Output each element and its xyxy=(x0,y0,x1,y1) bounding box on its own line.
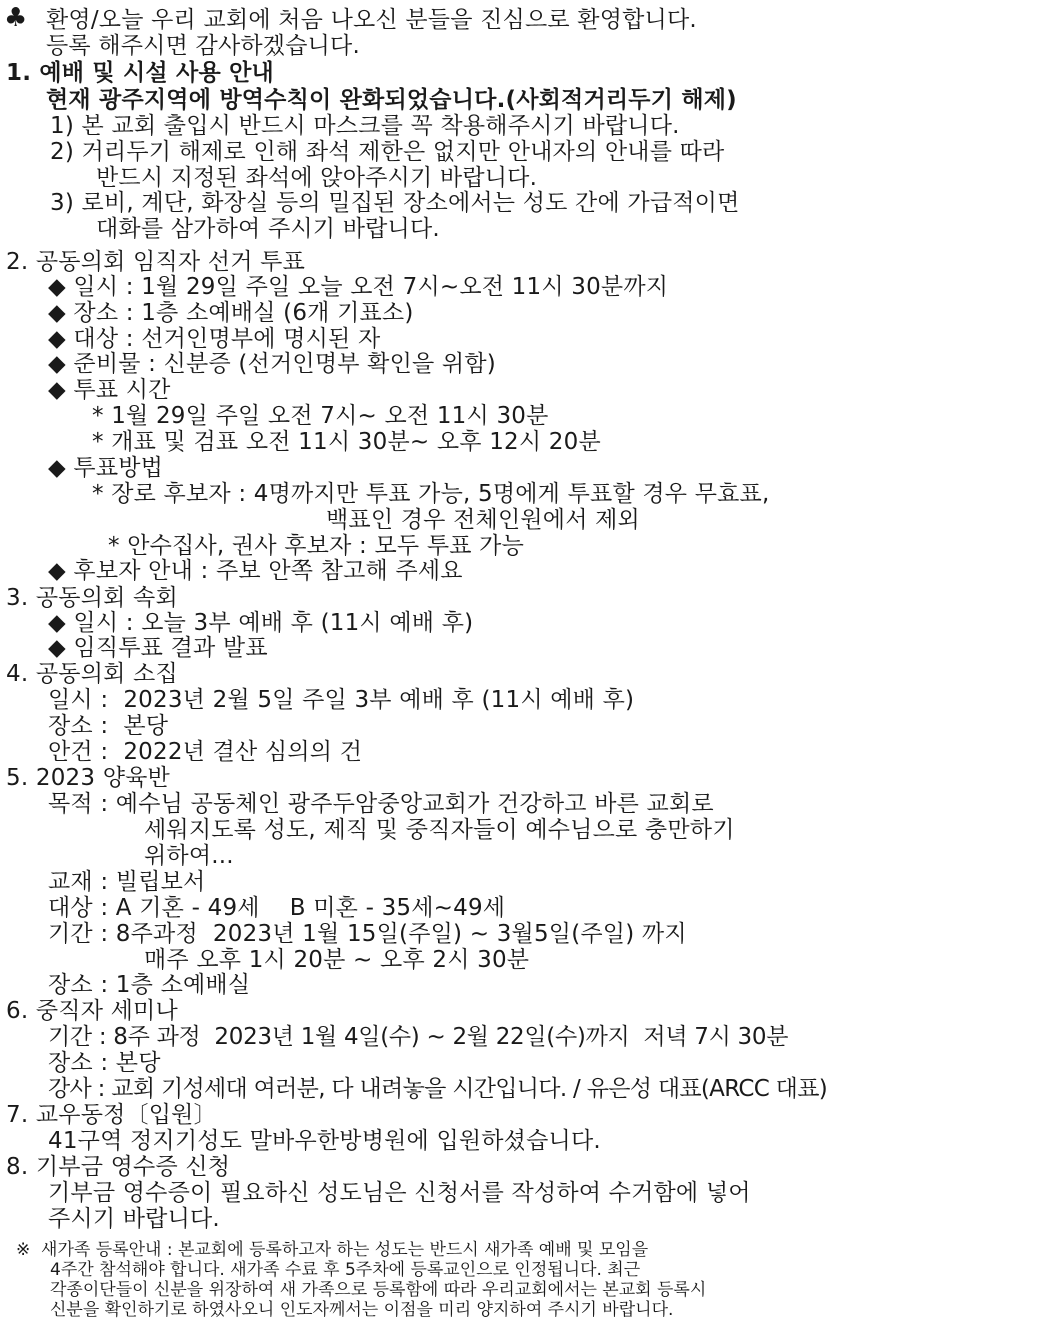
section-5-period: 기간 : 8주과정 2023년 1월 15일(주일) ~ 3월5일(주일) 까지 xyxy=(48,921,687,947)
section-7-title: 7. 교우동정〔입원〕 xyxy=(6,1102,217,1128)
section-2-bullet-bring: ◆ 준비물 : 신분증 (선거인명부 확인을 위함) xyxy=(48,351,496,377)
section-3-bullet-date: ◆ 일시 : 오늘 3부 예배 후 (11시 예배 후) xyxy=(48,610,474,636)
section-3-title: 3. 공동의회 속회 xyxy=(6,585,178,611)
section-2-bullet-candidates: ◆ 후보자 안내 : 주보 안쪽 참고해 주세요 xyxy=(48,558,463,584)
section-6-period: 기간 : 8주 과정 2023년 1월 4일(수) ~ 2월 22일(수)까지 저녁 7시 30분 xyxy=(48,1024,789,1050)
section-6-speaker: 강사 : 교회 기성세대 여러분, 다 내려놓을 시간입니다. / 유은성 대표(ARCC 대표) xyxy=(48,1076,827,1102)
section-2-bullet-place: ◆ 장소 : 1층 소예배실 (6개 기표소) xyxy=(48,300,414,326)
section-1-item-2: 2) 거리두기 해제로 인해 좌석 제한은 없지만 안내자의 안내를 따라 xyxy=(50,139,725,165)
footnote-line-2: 4주간 참석해야 합니다. 새가족 수료 후 5주차에 등록교인으로 인정됩니다. 최근 xyxy=(50,1260,641,1280)
section-5-place: 장소 : 1층 소예배실 xyxy=(48,972,251,998)
section-5-title: 5. 2023 양육반 xyxy=(6,765,170,791)
section-1-item-1: 1) 본 교회 출입시 반드시 마스크를 꼭 착용해주시기 바랍니다. xyxy=(50,113,680,139)
welcome-line-1: 환영/오늘 우리 교회에 처음 나오신 분들을 진심으로 환영합니다. xyxy=(46,7,697,33)
section-4-title: 4. 공동의회 소집 xyxy=(6,661,178,687)
section-2-time-1: * 1월 29일 주일 오전 7시~ 오전 11시 30분 xyxy=(92,403,549,429)
welcome-line-2: 등록 해주시면 감사하겠습니다. xyxy=(46,33,360,59)
section-5-textbook: 교재 : 빌립보서 xyxy=(48,869,206,895)
section-8-title: 8. 기부금 영수증 신청 xyxy=(6,1154,231,1180)
section-1-item-3-cont: 대화를 삼가하여 주시기 바랍니다. xyxy=(96,216,440,242)
section-6-place: 장소 : 본당 xyxy=(48,1050,161,1076)
section-5-period-cont: 매주 오후 1시 20분 ~ 오후 2시 30분 xyxy=(144,947,530,973)
section-7-line: 41구역 정지기성도 말바우한방병원에 입원하셨습니다. xyxy=(48,1128,601,1154)
section-1-title: 1. 예배 및 시설 사용 안내 xyxy=(6,60,274,86)
section-2-method-2: * 안수집사, 권사 후보자 : 모두 투표 가능 xyxy=(108,533,525,559)
section-5-purpose-cont-1: 세워지도록 성도, 제직 및 중직자들이 예수님으로 충만하기 xyxy=(144,817,735,843)
footnote-line-3: 각종이단들이 신분을 위장하여 새 가족으로 등록함에 따라 우리교회에서는 본교회 등록시 xyxy=(50,1280,707,1300)
section-5-target: 대상 : A 기혼 - 49세 B 미혼 - 35세~49세 xyxy=(48,895,506,921)
section-4-place: 장소 : 본당 xyxy=(48,713,169,739)
section-2-method-1-cont: 백표인 경우 전체인원에서 제외 xyxy=(326,507,640,533)
section-2-method-1: * 장로 후보자 : 4명까지만 투표 가능, 5명에게 투표할 경우 무효표, xyxy=(92,481,770,507)
section-2-title: 2. 공동의회 임직자 선거 투표 xyxy=(6,249,305,275)
section-2-bullet-method: ◆ 투표방법 xyxy=(48,455,164,481)
section-1-subtitle: 현재 광주지역에 방역수칙이 완화되었습니다.(사회적거리두기 해제) xyxy=(46,87,737,113)
section-8-line-2: 주시기 바랍니다. xyxy=(48,1206,220,1232)
clubs-icon: ♣ xyxy=(4,3,28,33)
section-2-bullet-date: ◆ 일시 : 1월 29일 주일 오늘 오전 7시~오전 11시 30분까지 xyxy=(48,274,669,300)
section-1-item-2-cont: 반드시 지정된 좌석에 앉아주시기 바랍니다. xyxy=(96,165,538,191)
section-6-title: 6. 중직자 세미나 xyxy=(6,998,178,1024)
section-4-agenda: 안건 : 2022년 결산 심의의 건 xyxy=(48,739,363,765)
footnote-line-4: 신분을 확인하기로 하였사오니 인도자께서는 이점을 미리 양지하여 주시기 바랍니다. xyxy=(50,1300,674,1320)
section-2-time-2: * 개표 및 검표 오전 11시 30분~ 오후 12시 20분 xyxy=(92,429,601,455)
section-5-purpose: 목적 : 예수님 공동체인 광주두암중앙교회가 건강하고 바른 교회로 xyxy=(48,791,714,817)
section-4-date: 일시 : 2023년 2월 5일 주일 3부 예배 후 (11시 예배 후) xyxy=(48,687,635,713)
section-8-line-1: 기부금 영수증이 필요하신 성도님은 신청서를 작성하여 수거함에 넣어 xyxy=(48,1180,751,1206)
section-3-bullet-result: ◆ 임직투표 결과 발표 xyxy=(48,635,268,661)
section-1-item-3: 3) 로비, 계단, 화장실 등의 밀집된 장소에서는 성도 간에 가급적이면 xyxy=(50,190,740,216)
section-2-bullet-time: ◆ 투표 시간 xyxy=(48,377,171,403)
footnote-line-1: ※ 새가족 등록안내 : 본교회에 등록하고자 하는 성도는 반드시 새가족 예배 및 모임을 xyxy=(16,1240,649,1260)
section-5-purpose-cont-2: 위하여... xyxy=(144,843,234,869)
section-2-bullet-target: ◆ 대상 : 선거인명부에 명시된 자 xyxy=(48,326,381,352)
